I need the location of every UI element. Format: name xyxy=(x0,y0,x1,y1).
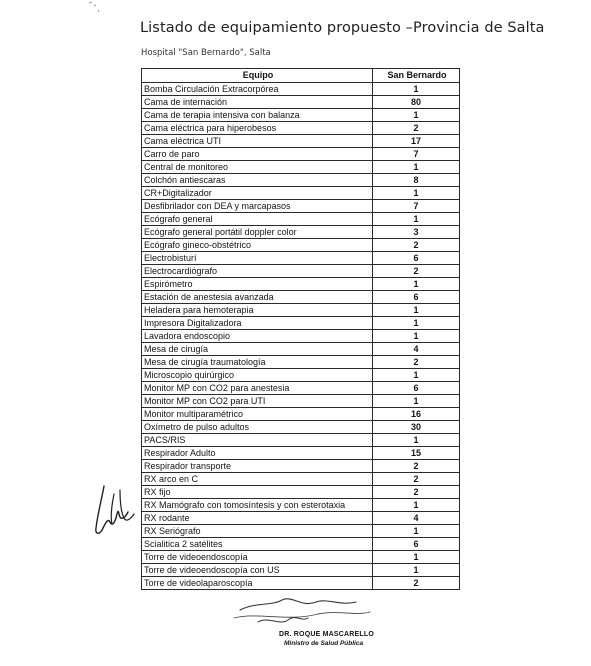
table-row xyxy=(142,265,460,278)
table-row xyxy=(142,447,460,460)
quantity-cell: 7 xyxy=(373,200,460,213)
quantity-cell: 1 xyxy=(373,304,460,317)
equipment-name-cell: Respirador Adulto xyxy=(142,447,373,460)
quantity-cell: 7 xyxy=(373,148,460,161)
quantity-cell: 15 xyxy=(373,447,460,460)
document-subtitle: Hospital "San Bernardo", Salta xyxy=(141,48,271,58)
table-row xyxy=(142,200,460,213)
quantity-cell: 2 xyxy=(373,486,460,499)
quantity-cell: 1 xyxy=(373,109,460,122)
table-row xyxy=(142,174,460,187)
table-row xyxy=(142,96,460,109)
table-row xyxy=(142,278,460,291)
quantity-cell: 6 xyxy=(373,538,460,551)
quantity-cell: 6 xyxy=(373,382,460,395)
quantity-cell: 1 xyxy=(373,395,460,408)
scan-mark xyxy=(85,0,105,16)
table-row xyxy=(142,252,460,265)
handwritten-signature xyxy=(90,478,140,540)
quantity-cell: 2 xyxy=(373,265,460,278)
table-row xyxy=(142,512,460,525)
equipment-name-cell: Heladera para hemoterapia xyxy=(142,304,373,317)
table-row xyxy=(142,343,460,356)
equipment-name-cell: CR+Digitalizador xyxy=(142,187,373,200)
table-row xyxy=(142,304,460,317)
table-row xyxy=(142,551,460,564)
table-row xyxy=(142,525,460,538)
quantity-cell: 1 xyxy=(373,525,460,538)
table-row xyxy=(142,109,460,122)
quantity-cell: 1 xyxy=(373,187,460,200)
quantity-cell: 1 xyxy=(373,161,460,174)
equipment-name-cell: Electrobisturí xyxy=(142,252,373,265)
quantity-cell: 4 xyxy=(373,343,460,356)
table-row xyxy=(142,148,460,161)
table-row xyxy=(142,499,460,512)
table-row xyxy=(142,239,460,252)
quantity-cell: 4 xyxy=(373,512,460,525)
quantity-cell: 16 xyxy=(373,408,460,421)
quantity-cell: 1 xyxy=(373,213,460,226)
header-san-bernardo: San Bernardo xyxy=(373,69,460,83)
quantity-cell: 6 xyxy=(373,291,460,304)
equipment-name-cell: Cama eléctrica UTI xyxy=(142,135,373,148)
table-row xyxy=(142,408,460,421)
equipment-name-cell: Ecógrafo gineco-obstétrico xyxy=(142,239,373,252)
equipment-name-cell: Carro de paro xyxy=(142,148,373,161)
table-row xyxy=(142,213,460,226)
equipment-name-cell: Oxímetro de pulso adultos xyxy=(142,421,373,434)
table-row xyxy=(142,382,460,395)
equipment-name-cell: Torre de videolaparoscopía xyxy=(142,577,373,590)
document-title: Listado de equipamiento propuesto –Provincia de Salta xyxy=(140,20,545,36)
table-header-row xyxy=(142,69,460,83)
equipment-name-cell: Scialitica 2 satélites xyxy=(142,538,373,551)
quantity-cell: 1 xyxy=(373,499,460,512)
equipment-name-cell: Bomba Circulación Extracorpórea xyxy=(142,83,373,96)
equipment-name-cell: RX arco en C xyxy=(142,473,373,486)
quantity-cell: 2 xyxy=(373,122,460,135)
table-row xyxy=(142,226,460,239)
table-row xyxy=(142,135,460,148)
stamp-name: DR. ROQUE MASCARELLO xyxy=(279,631,374,638)
equipment-name-cell: Torre de videoendoscopía con US xyxy=(142,564,373,577)
equipment-name-cell: Colchón antiescaras xyxy=(142,174,373,187)
equipment-name-cell: Monitor multiparamétrico xyxy=(142,408,373,421)
equipment-name-cell: RX rodante xyxy=(142,512,373,525)
equipment-name-cell: Mesa de cirugía xyxy=(142,343,373,356)
table-row xyxy=(142,421,460,434)
table-row xyxy=(142,122,460,135)
equipment-name-cell: Lavadora endoscopio xyxy=(142,330,373,343)
quantity-cell: 1 xyxy=(373,434,460,447)
table-row xyxy=(142,577,460,590)
equipment-name-cell: Electrocardiógrafo xyxy=(142,265,373,278)
table-row xyxy=(142,291,460,304)
quantity-cell: 80 xyxy=(373,96,460,109)
equipment-name-cell: Monitor MP con CO2 para UTI xyxy=(142,395,373,408)
quantity-cell: 2 xyxy=(373,460,460,473)
quantity-cell: 3 xyxy=(373,226,460,239)
quantity-cell: 1 xyxy=(373,83,460,96)
equipment-name-cell: Impresora Digitalizadora xyxy=(142,317,373,330)
equipment-name-cell: PACS/RIS xyxy=(142,434,373,447)
quantity-cell: 1 xyxy=(373,317,460,330)
quantity-cell: 2 xyxy=(373,239,460,252)
equipment-name-cell: Desfibrilador con DEA y marcapasos xyxy=(142,200,373,213)
equipment-name-cell: Estación de anestesia avanzada xyxy=(142,291,373,304)
quantity-cell: 2 xyxy=(373,577,460,590)
equipment-name-cell: Respirador transporte xyxy=(142,460,373,473)
table-row xyxy=(142,538,460,551)
equipment-name-cell: RX Mamógrafo con tomosíntesis y con esterotaxia xyxy=(142,499,373,512)
stamp-role: Ministro de Salud Pública xyxy=(284,640,364,647)
quantity-cell: 1 xyxy=(373,369,460,382)
header-equipo: Equipo xyxy=(142,69,373,83)
equipment-name-cell: Microscopio quirúrgico xyxy=(142,369,373,382)
table-row xyxy=(142,83,460,96)
equipment-name-cell: Mesa de cirugía traumatología xyxy=(142,356,373,369)
equipment-name-cell: RX fijo xyxy=(142,486,373,499)
equipment-name-cell: Ecógrafo general portátil doppler color xyxy=(142,226,373,239)
table-row xyxy=(142,317,460,330)
table-row xyxy=(142,330,460,343)
quantity-cell: 1 xyxy=(373,278,460,291)
table-row xyxy=(142,369,460,382)
equipment-name-cell: Cama de internación xyxy=(142,96,373,109)
quantity-cell: 2 xyxy=(373,356,460,369)
table-row xyxy=(142,161,460,174)
table-row xyxy=(142,395,460,408)
quantity-cell: 1 xyxy=(373,564,460,577)
table-row xyxy=(142,460,460,473)
table-body xyxy=(142,83,460,590)
quantity-cell: 1 xyxy=(373,551,460,564)
equipment-name-cell: Central de monitoreo xyxy=(142,161,373,174)
equipment-name-cell: Torre de videoendoscopía xyxy=(142,551,373,564)
table-row xyxy=(142,434,460,447)
table-row xyxy=(142,187,460,200)
quantity-cell: 6 xyxy=(373,252,460,265)
equipment-name-cell: Cama eléctrica para hiperobesos xyxy=(142,122,373,135)
quantity-cell: 8 xyxy=(373,174,460,187)
quantity-cell: 2 xyxy=(373,473,460,486)
table-row xyxy=(142,486,460,499)
table-row xyxy=(142,356,460,369)
table-row xyxy=(142,564,460,577)
equipment-name-cell: Monitor MP con CO2 para anestesia xyxy=(142,382,373,395)
quantity-cell: 17 xyxy=(373,135,460,148)
equipment-name-cell: Ecógrafo general xyxy=(142,213,373,226)
equipment-table xyxy=(141,68,460,590)
table-row xyxy=(142,473,460,486)
quantity-cell: 1 xyxy=(373,330,460,343)
quantity-cell: 30 xyxy=(373,421,460,434)
equipment-name-cell: Espirómetro xyxy=(142,278,373,291)
equipment-name-cell: RX Seriógrafo xyxy=(142,525,373,538)
equipment-name-cell: Cama de terapia intensiva con balanza xyxy=(142,109,373,122)
